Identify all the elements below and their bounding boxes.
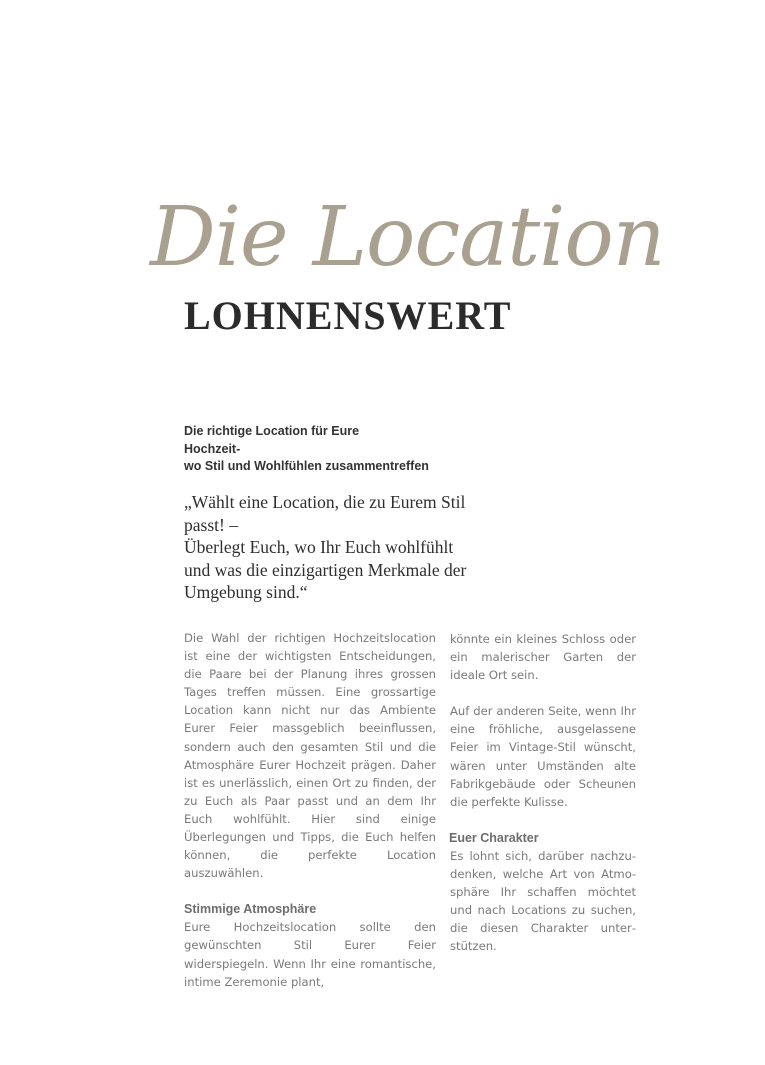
intro-line: Hochzeit- [184,441,241,456]
body-column-left [184,629,436,991]
quote-line: Überlegt Euch, wo Ihr Euch wohlfühlt [184,537,454,557]
body-paragraph: könnte ein kleines Schloss oder ein malerischer Garten der ideale Ort sein. [450,632,636,683]
body-paragraph: Eure Hochzeitslocation sollte den gewünschten Stil Eurer Feier widerspiegeln. Wenn Ihr eine romantische, intime Zeremonie plant, [184,920,436,989]
body-paragraph: Die Wahl der richtigen Hochzeitslocation ist eine der wichtigsten Entscheidungen, die Paare bei der Planung ihres grossen Tages treffen müssen. Eine grossartige Location kann nicht nur das Ambiente Eurer Feier massgeblich beeinflussen, sondern auch den gesamten Stil und die Atmosphäre Eurer Hochzeit prägen. Daher ist es unerlässlich, einen Ort zu finden, der zu Euch als Paar passt und an dem Ihr Euch wohlfühlt. Hier sind einige Überlegungen und Tipps, die Euch helfen können, die perfekte Location auszuwählen. [184,631,436,881]
section-heading-atmosphere: Stimmige Atmosphäre [184,902,317,917]
quote-line: und was die einzigartigen Merkmale der [184,559,467,580]
paragraph-spacer [184,882,436,900]
quote-line: „Wählt eine Location, die zu Eurem Stil [184,492,466,512]
paragraph-spacer [450,811,636,829]
intro-line: wo Stil und Wohlfühlen zusammentreffen [184,459,429,473]
page-title: LOHNENSWERT [184,293,512,338]
paragraph-spacer [450,684,636,702]
body-column-right [450,630,636,955]
section-heading-character: Euer Charakter [449,830,539,845]
quote-line: passt! – [184,514,238,535]
intro-line: Die richtige Location für Eure [184,424,360,438]
body-paragraph: Es lohnt sich, darüber nachzudenken, welche Art von Atmosphäre Ihr schaffen möchtet und nach Locations zu suchen, die diesen Charakter unterstützen. [450,848,636,954]
pull-quote [184,491,504,604]
quote-line: Umgebung sind.“ [184,582,308,602]
script-title: Die Location [150,190,665,285]
body-paragraph: Auf der anderen Seite, wenn Ihr eine fröhliche, ausgelassene Feier im Vintage-Stil wünscht, wären unter Umständen alte Fabrikgebäude oder Scheunen die perfekte Kulisse. [450,704,636,809]
intro-subtitle [184,423,484,476]
